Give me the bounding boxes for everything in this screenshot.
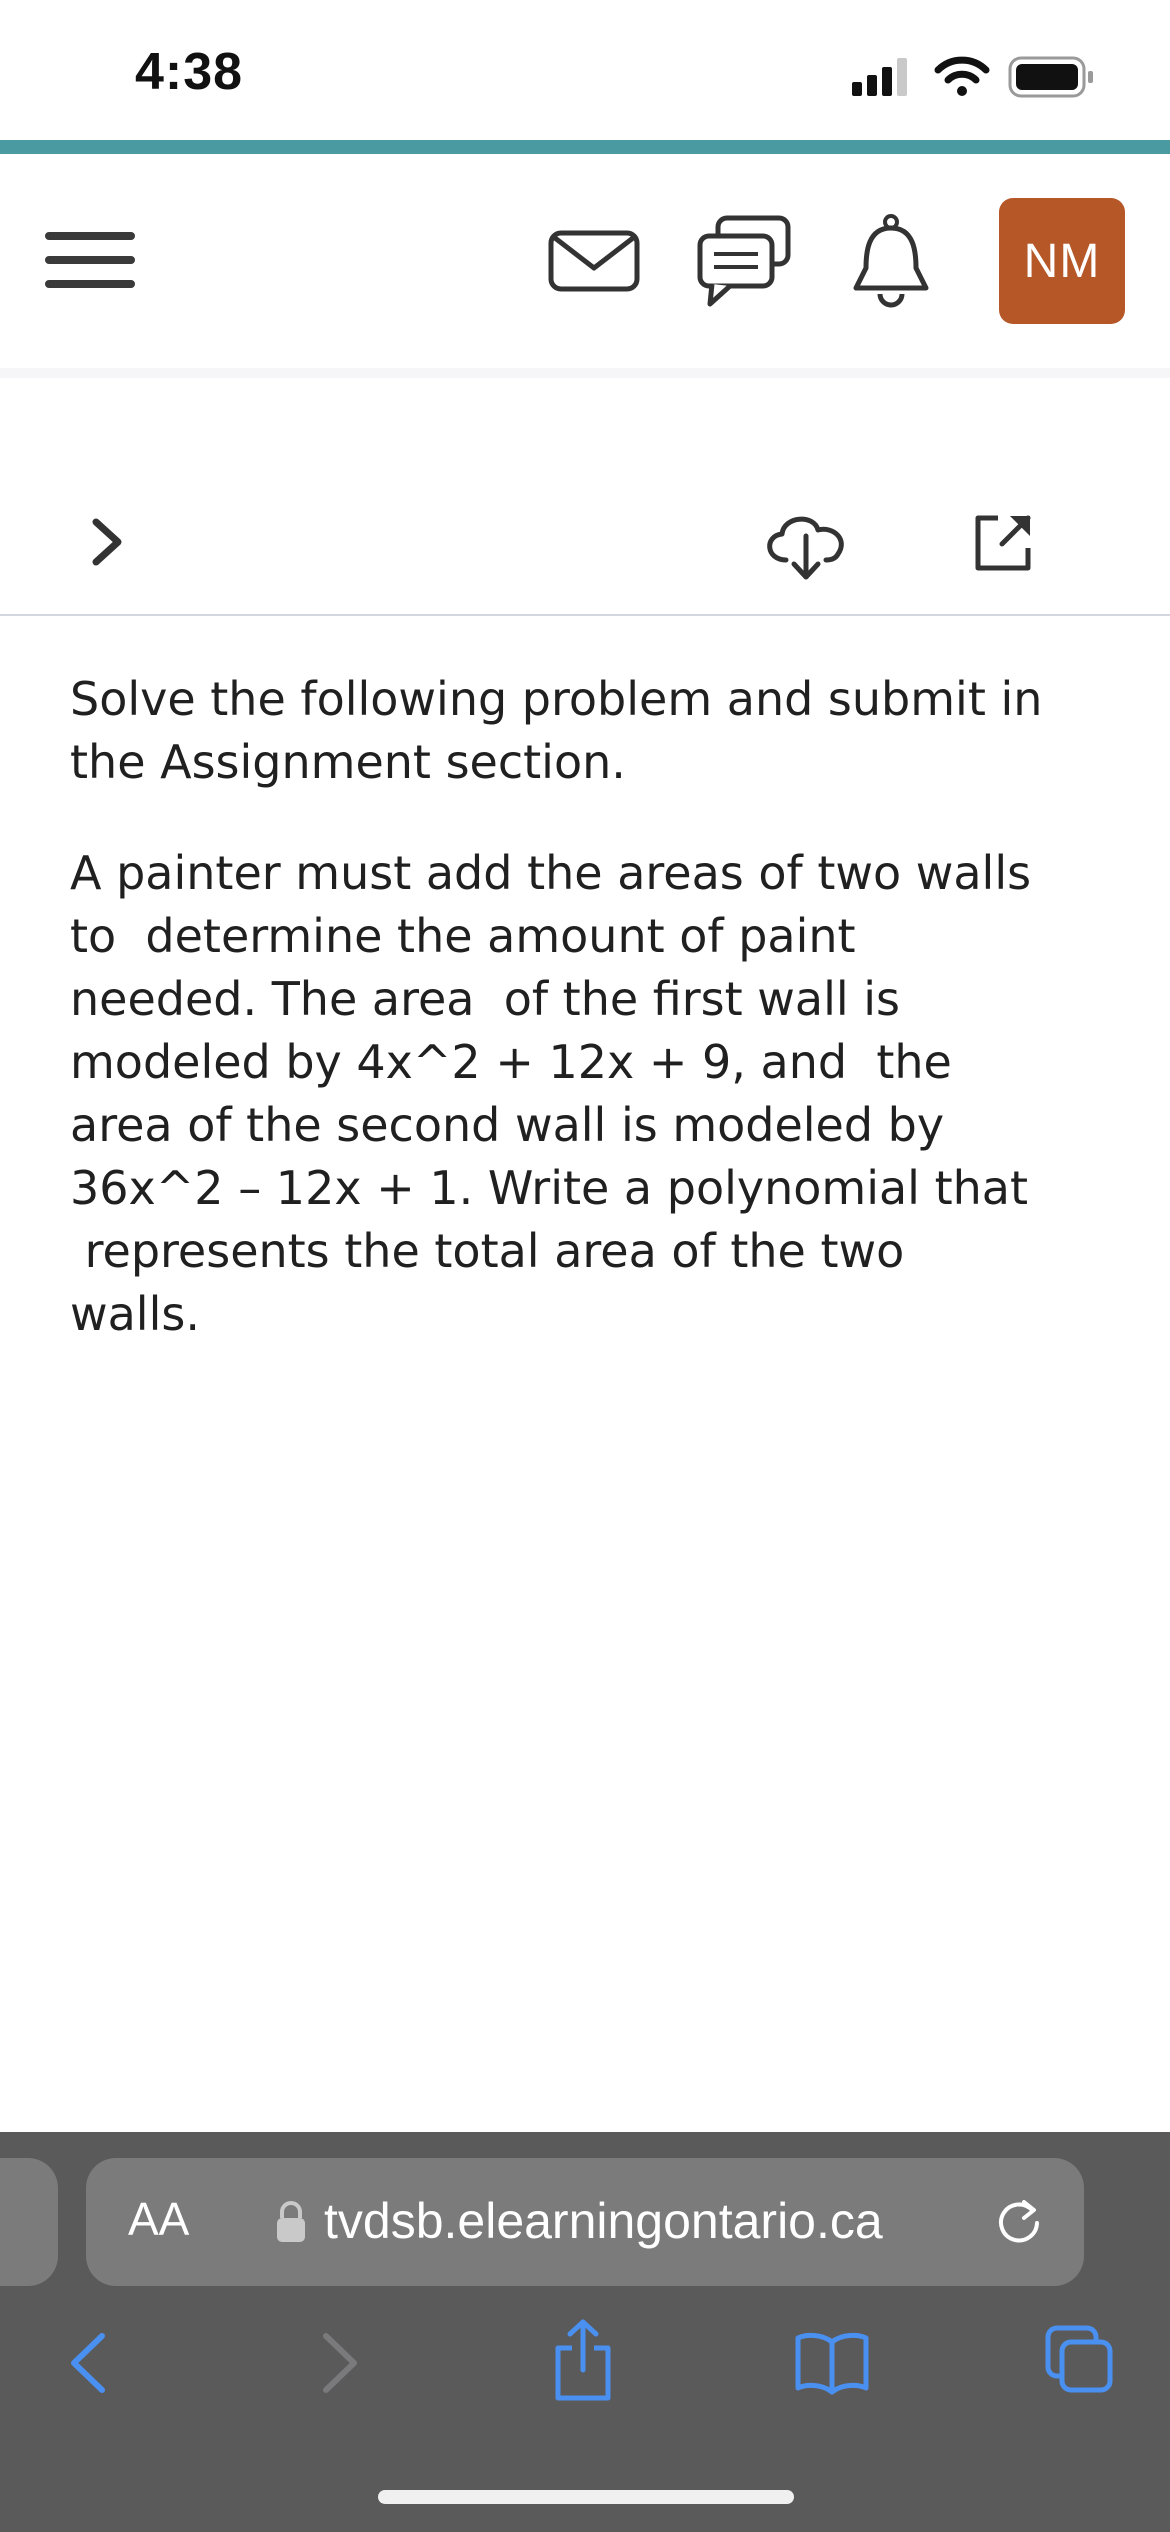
status-time: 4:38 [135,43,244,101]
user-avatar[interactable]: NM [999,198,1125,324]
tabs-icon[interactable] [1044,2324,1116,2396]
problem-line: walls. [70,1287,200,1341]
mail-icon[interactable] [548,230,640,292]
problem-text [70,842,1130,1346]
instruction-line: Solve the following problem and submit in [70,672,1043,726]
problem-line: area of the second wall is modeled by [70,1098,945,1152]
toolbar-divider [0,614,1170,616]
text-size-button[interactable]: AA [128,2193,190,2245]
forward-icon[interactable] [318,2330,362,2396]
cloud-download-icon[interactable] [756,510,856,586]
wifi-icon [934,54,990,98]
back-icon[interactable] [66,2330,110,2396]
bell-icon[interactable] [848,212,934,308]
url-text[interactable]: tvdsb.elearningontario.ca [324,2193,883,2249]
problem-line: represents the total area of the two [70,1224,905,1278]
chevron-right-icon[interactable] [88,514,128,570]
instruction-text [70,668,1130,794]
external-link-icon[interactable] [970,510,1034,574]
accent-bar [0,140,1170,154]
battery-icon [1008,56,1094,98]
reload-icon[interactable] [994,2198,1044,2248]
previous-tab-preview[interactable] [0,2158,58,2286]
problem-line: modeled by 4x^2 + 12x + 9, and the [70,1035,952,1089]
share-icon[interactable] [550,2318,616,2402]
problem-line: needed. The area of the first wall is [70,972,901,1026]
hamburger-icon[interactable] [40,226,140,296]
problem-line: to determine the amount of paint [70,909,856,963]
home-indicator[interactable] [378,2490,794,2504]
problem-line: A painter must add the areas of two walls [70,846,1032,900]
chat-icon[interactable] [696,214,792,308]
bookmarks-icon[interactable] [792,2330,872,2396]
signal-icon [850,56,910,98]
instruction-line: the Assignment section. [70,735,626,789]
problem-line: 36x^2 – 12x + 1. Write a polynomial that [70,1161,1028,1215]
lock-icon [274,2200,308,2244]
header-divider [0,368,1170,378]
